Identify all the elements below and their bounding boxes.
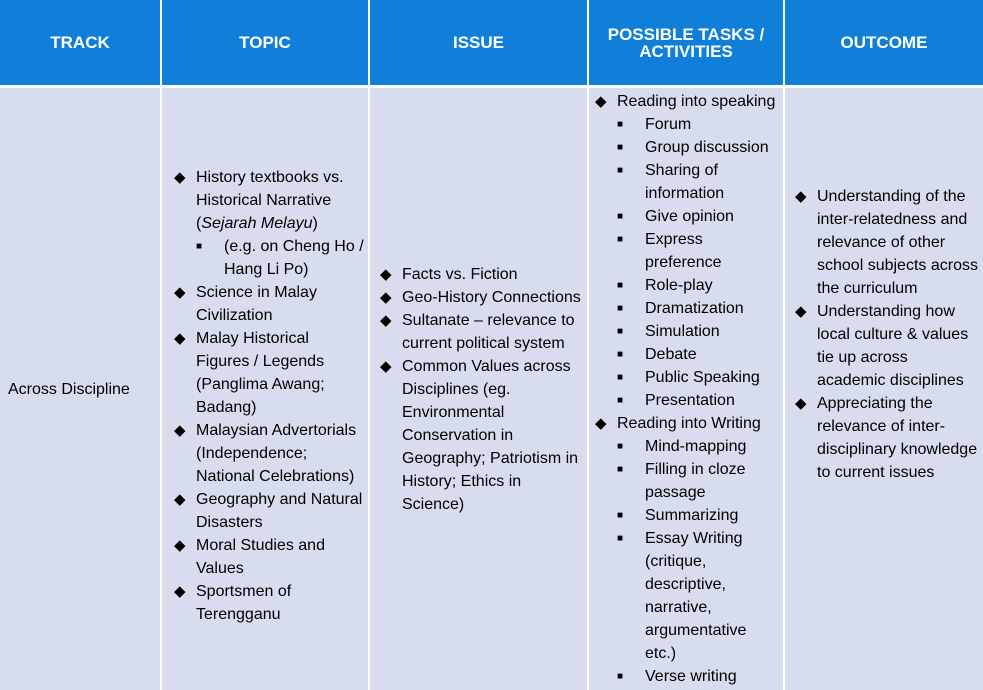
topic-item-text: History textbooks vs. Historical Narrative ( [196, 169, 344, 232]
square-bullet-icon: ■ [617, 303, 624, 314]
header-track [0, 0, 162, 88]
list-item [793, 185, 979, 300]
diamond-bullet-icon: ◆ [174, 583, 186, 600]
topic-item-text: Geography and Natural Disasters [196, 491, 363, 531]
topic-item-text: Malay Historical Figures / Legends (Panglima Awang; Badang) [196, 330, 325, 416]
list-item [617, 159, 779, 205]
list-item [617, 458, 779, 504]
square-bullet-icon: ■ [617, 326, 624, 337]
list-item [172, 419, 364, 488]
tasks-item-text: Verse writing [645, 668, 737, 685]
tasks-item-text: Presentation [645, 392, 735, 409]
list-item [617, 504, 779, 527]
list-item [793, 392, 979, 484]
header-issue [370, 0, 589, 88]
list-item [172, 580, 364, 626]
header-track-label: TRACK [50, 33, 110, 52]
square-bullet-icon: ■ [196, 241, 203, 252]
list-item [172, 327, 364, 419]
header-topic-label: TOPIC [239, 33, 291, 52]
topic-item-emphasis: Sejarah Melayu [201, 215, 313, 232]
tasks-item-text: Role-play [645, 277, 713, 294]
tasks-item-text: Debate [645, 346, 697, 363]
list-item [378, 263, 583, 286]
issue-item-text: Sultanate – relevance to current political system [402, 311, 575, 352]
diamond-bullet-icon: ◆ [380, 265, 392, 283]
diamond-bullet-icon: ◆ [380, 311, 392, 329]
list-item [378, 286, 583, 309]
square-bullet-icon: ■ [617, 119, 624, 130]
tasks-item-text: Mind-mapping [645, 438, 747, 455]
diamond-bullet-icon: ◆ [174, 537, 186, 554]
list-item [617, 389, 779, 412]
tasks-item-text: Simulation [645, 323, 720, 340]
topic-item-text: Malaysian Advertorials (Independence; National Celebrations) [196, 422, 357, 485]
topic-item-text: Science in Malay Civilization [196, 284, 317, 324]
header-topic [162, 0, 370, 88]
cell-topic [162, 88, 370, 690]
tasks-item-text: Forum [645, 116, 692, 133]
diamond-bullet-icon: ◆ [595, 415, 607, 432]
diamond-bullet-icon: ◆ [174, 422, 186, 439]
list-item [593, 412, 779, 435]
cell-tasks [589, 88, 785, 690]
square-bullet-icon: ■ [617, 211, 624, 222]
list-item [617, 343, 779, 366]
list-item [617, 205, 779, 228]
list-item [172, 166, 364, 235]
tasks-group-text: Reading into Writing [617, 415, 761, 432]
tasks-item-text: Filling in cloze passage [645, 461, 746, 501]
square-bullet-icon: ■ [617, 510, 624, 521]
list-item [617, 136, 779, 159]
list-item [793, 300, 979, 392]
square-bullet-icon: ■ [617, 671, 624, 682]
square-bullet-icon: ■ [617, 395, 624, 406]
tasks-item-text: Group discussion [645, 139, 769, 156]
list-item [617, 366, 779, 389]
header-outcome [785, 0, 983, 88]
diamond-bullet-icon: ◆ [380, 357, 392, 375]
issue-item-text: Common Values across Disciplines (eg. Environmental Conservation in Geography; Patriotism in History; Ethics in Science) [402, 357, 579, 513]
cell-issue [370, 88, 589, 690]
list-item [617, 665, 779, 688]
diamond-bullet-icon: ◆ [795, 394, 807, 412]
topic-item-text: Sportsmen of Terengganu [196, 583, 292, 623]
issue-item-text: Facts vs. Fiction [402, 265, 518, 283]
header-issue-label: ISSUE [452, 33, 505, 52]
issue-item-text: Geo-History Connections [402, 288, 581, 306]
square-bullet-icon: ■ [617, 441, 624, 452]
topic-list [162, 152, 368, 626]
square-bullet-icon: ■ [617, 533, 624, 544]
tasks-item-text: Summarizing [645, 507, 739, 524]
list-item [593, 90, 779, 113]
diamond-bullet-icon: ◆ [174, 284, 186, 301]
square-bullet-icon: ■ [617, 464, 624, 475]
list-item [617, 320, 779, 343]
cell-outcome [785, 88, 983, 690]
tasks-item-text: Give opinion [645, 208, 734, 225]
header-tasks-label: POSSIBLE TASKS / ACTIVITIES [607, 24, 765, 61]
header-tasks [589, 0, 785, 88]
list-item [617, 274, 779, 297]
square-bullet-icon: ■ [617, 372, 624, 383]
list-item [617, 297, 779, 320]
square-bullet-icon: ■ [617, 280, 624, 291]
list-item [378, 355, 583, 516]
outcome-list [785, 185, 983, 484]
list-item [172, 488, 364, 534]
tasks-item-text: Public Speaking [645, 369, 760, 386]
diamond-bullet-icon: ◆ [174, 169, 186, 186]
square-bullet-icon: ■ [617, 142, 624, 153]
topic-subitem-text: (e.g. on Cheng Ho / Hang Li Po) [224, 238, 364, 278]
track-text: Across Discipline [8, 380, 130, 398]
diamond-bullet-icon: ◆ [595, 93, 607, 110]
topic-item-text: ) [312, 215, 318, 232]
list-item [617, 113, 779, 136]
topic-item-text: Moral Studies and Values [196, 537, 325, 577]
header-outcome-label: OUTCOME [840, 33, 928, 52]
cell-track [0, 88, 162, 690]
square-bullet-icon: ■ [617, 165, 624, 176]
list-item [196, 235, 364, 281]
diamond-bullet-icon: ◆ [174, 491, 186, 508]
square-bullet-icon: ■ [617, 349, 624, 360]
list-item [617, 228, 779, 274]
diamond-bullet-icon: ◆ [795, 302, 807, 320]
square-bullet-icon: ■ [617, 234, 624, 245]
outcome-item-text: Appreciating the relevance of inter-disciplinary knowledge to current issues [817, 394, 978, 481]
outcome-item-text: Understanding how local culture & values tie up across academic disciplines [817, 302, 969, 389]
tasks-item-text: Sharing of information [645, 162, 725, 202]
diamond-bullet-icon: ◆ [174, 330, 186, 347]
diamond-bullet-icon: ◆ [795, 187, 807, 205]
list-item [378, 309, 583, 355]
tasks-group-text: Reading into speaking [617, 93, 776, 110]
diamond-bullet-icon: ◆ [380, 288, 392, 306]
issue-list [370, 263, 587, 516]
list-item [172, 281, 364, 327]
outcome-item-text: Understanding of the inter-relatedness and relevance of other school subjects across the curriculum [817, 187, 978, 297]
tasks-list [589, 88, 783, 688]
tasks-item-text: Express preference [645, 231, 722, 271]
list-item [617, 527, 779, 665]
tasks-item-text: Essay Writing (critique, descriptive, narrative, argumentative etc.) [645, 530, 747, 662]
tasks-item-text: Dramatization [645, 300, 744, 317]
list-item [617, 435, 779, 458]
list-item [172, 534, 364, 580]
